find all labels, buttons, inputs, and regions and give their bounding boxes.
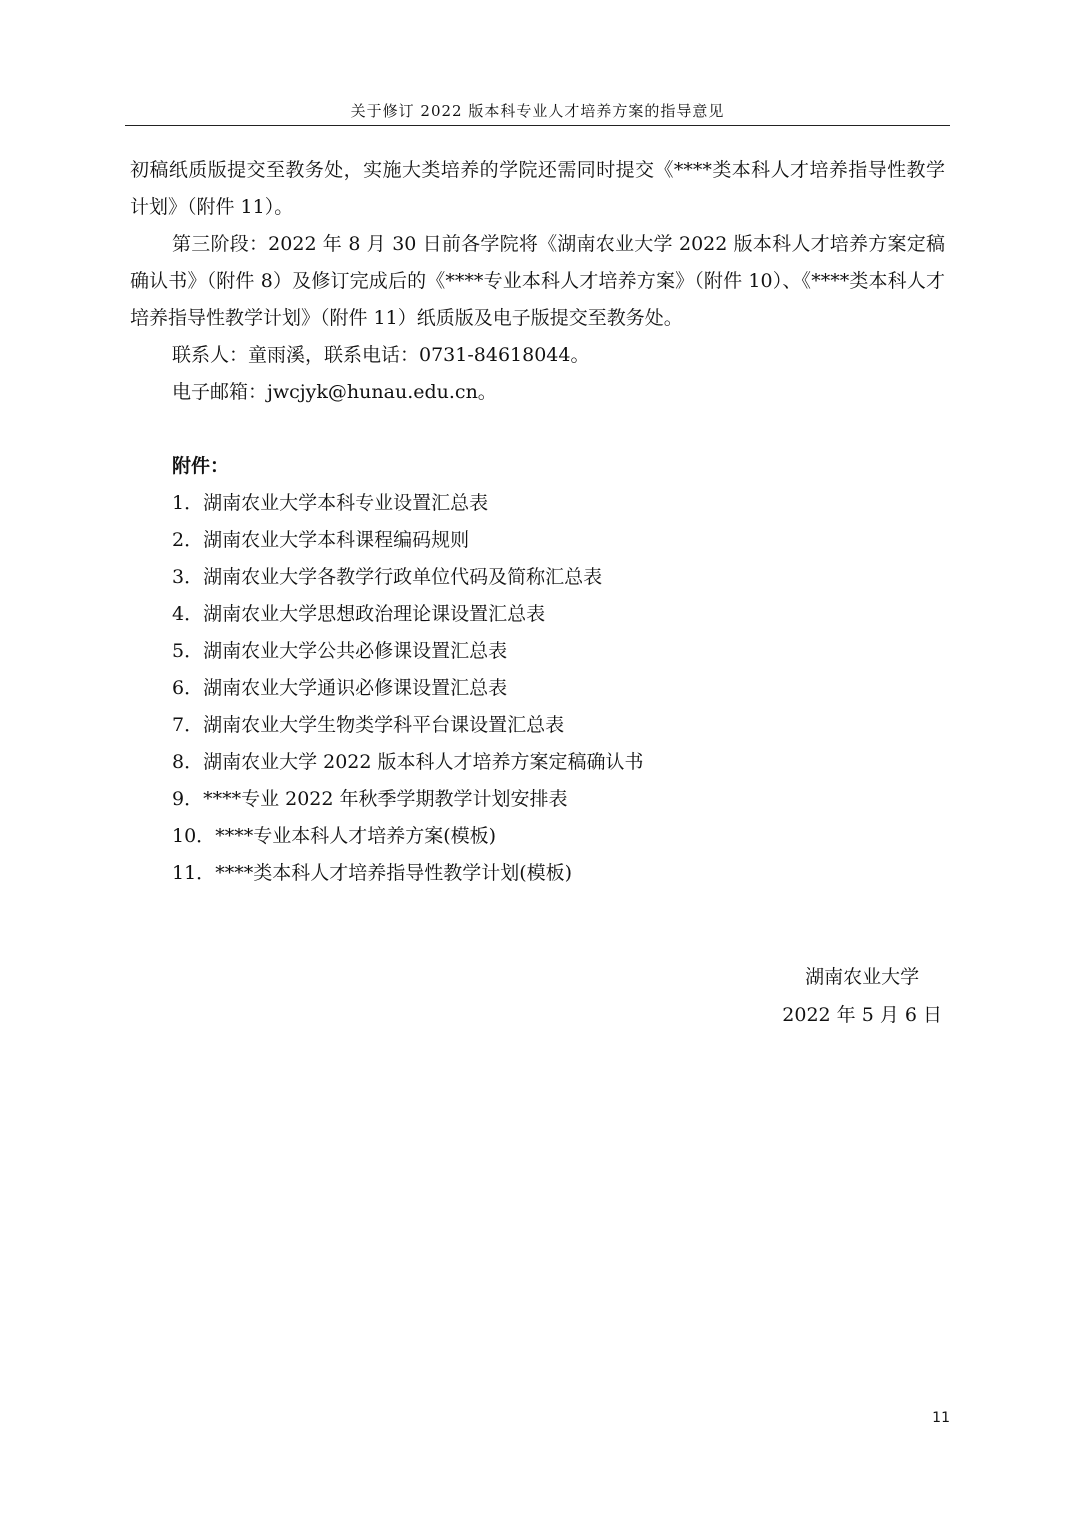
attachment-number: 3． <box>172 566 204 588</box>
paragraph-contact-person: 联系人：童雨溪，联系电话：0731-84618044。 <box>172 344 590 366</box>
document-header-title: 关于修订 2022 版本科专业人才培养方案的指导意见 <box>350 102 725 120</box>
attachment-title: 湖南农业大学本科专业设置汇总表 <box>203 492 489 514</box>
attachment-item <box>172 485 945 522</box>
attachment-number: 2． <box>172 529 204 551</box>
section-spacer <box>130 411 945 448</box>
attachment-item <box>172 818 945 855</box>
attachment-title: 湖南农业大学公共必修课设置汇总表 <box>203 640 508 662</box>
attachment-item <box>172 522 945 559</box>
attachment-number: 4． <box>172 603 204 625</box>
attachment-number: 1． <box>172 492 204 514</box>
attachment-item <box>172 596 945 633</box>
paragraph-stage-three: 第三阶段：2022 年 8 月 30 日前各学院将《湖南农业大学 2022 版本科人才培养方案定稿确认书》（附件 8）及修订完成后的《****专业本科人才培养方案》（附件 10）、《****类本科人才培养指导性教学计划》（附件 11）纸质版及电子版提交至教务处。 <box>130 233 945 329</box>
attachment-number: 7． <box>172 714 204 736</box>
attachment-title: 湖南农业大学思想政治理论课设置汇总表 <box>203 603 546 625</box>
attachment-number: 8． <box>172 751 204 773</box>
attachment-item <box>172 559 945 596</box>
attachment-item <box>172 744 945 781</box>
paragraph-contact-email: 电子邮箱：jwcjyk@hunau.edu.cn。 <box>172 381 497 403</box>
attachment-title: 湖南农业大学 2022 版本科人才培养方案定稿确认书 <box>203 751 644 773</box>
attachment-number: 11． <box>172 862 216 884</box>
attachment-number: 9． <box>172 788 204 810</box>
attachments-heading: 附件： <box>172 455 230 477</box>
attachment-title: 湖南农业大学生物类学科平台课设置汇总表 <box>203 714 565 736</box>
attachment-item <box>172 707 945 744</box>
attachment-item <box>172 781 945 818</box>
attachment-title: ****专业 2022 年秋季学期教学计划安排表 <box>203 788 568 810</box>
attachments-list <box>130 485 945 892</box>
attachment-title: ****类本科人才培养指导性教学计划(模板) <box>215 862 573 884</box>
attachment-number: 6． <box>172 677 204 699</box>
page-number: 11 <box>932 1410 950 1426</box>
signature-block <box>782 958 942 1034</box>
attachment-item <box>172 855 945 892</box>
attachment-title: 湖南农业大学本科课程编码规则 <box>203 529 470 551</box>
attachment-number: 5． <box>172 640 204 662</box>
signature-organization: 湖南农业大学 <box>805 966 920 988</box>
paragraph-submission-continued: 初稿纸质版提交至教务处，实施大类培养的学院还需同时提交《****类本科人才培养指导性教学计划》（附件 11）。 <box>130 159 945 218</box>
header-divider <box>125 125 950 126</box>
attachment-item <box>172 633 945 670</box>
attachment-number: 10． <box>172 825 216 847</box>
attachment-title: 湖南农业大学通识必修课设置汇总表 <box>203 677 508 699</box>
attachment-title: 湖南农业大学各教学行政单位代码及简称汇总表 <box>203 566 603 588</box>
attachment-item <box>172 670 945 707</box>
attachment-title: ****专业本科人才培养方案(模板) <box>215 825 497 847</box>
signature-date: 2022 年 5 月 6 日 <box>782 1004 942 1026</box>
document-body <box>130 152 945 892</box>
